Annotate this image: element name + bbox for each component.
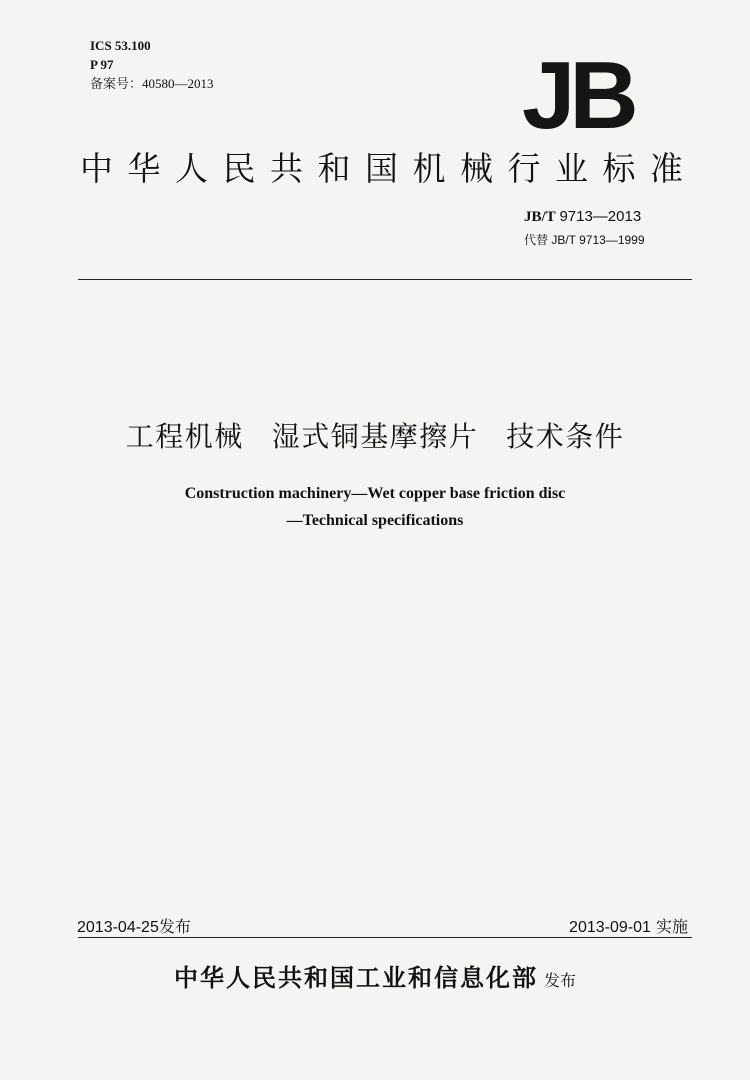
- implement-date-block: [569, 914, 688, 937]
- class-code: P 97: [90, 57, 114, 72]
- standard-code: [524, 208, 641, 226]
- publisher-line: [0, 958, 750, 993]
- title-part-2: 湿式铜基摩擦片: [271, 420, 479, 453]
- publisher-action: 发布: [543, 971, 576, 990]
- document-title-cn: [0, 415, 750, 455]
- ics-code: ICS 53.100: [90, 38, 151, 53]
- issue-label: 发布: [158, 917, 191, 936]
- implement-label: 实施: [655, 917, 688, 936]
- document-title-en: [0, 480, 750, 534]
- top-divider: [78, 279, 692, 280]
- standard-code-number: 9713—2013: [559, 208, 642, 225]
- record-number: 备案号：40580—2013: [90, 76, 214, 91]
- bottom-divider: [78, 937, 692, 938]
- issue-date: 2013-04-25: [77, 919, 159, 936]
- publisher-org: 中华人民共和国工业和信息化部: [173, 964, 538, 992]
- title-part-1: 工程机械: [125, 420, 244, 453]
- replaces-note: 代替 JB/T 9713—1999: [524, 233, 645, 247]
- standard-code-prefix: JB/T: [524, 209, 556, 225]
- en-title-line-2: —Technical specifications: [286, 512, 464, 529]
- jb-logo: [522, 50, 657, 130]
- en-title-line-1: Construction machinery—Wet copper base friction disc: [184, 485, 566, 502]
- standard-title: 中华人民共和国机械行业标准: [80, 149, 698, 188]
- jb-logo-text: JB: [522, 50, 633, 130]
- title-part-3: 技术条件: [506, 420, 625, 453]
- issue-date-block: [77, 914, 191, 937]
- header-meta: [90, 36, 214, 93]
- implement-date: 2013-09-01: [569, 919, 651, 936]
